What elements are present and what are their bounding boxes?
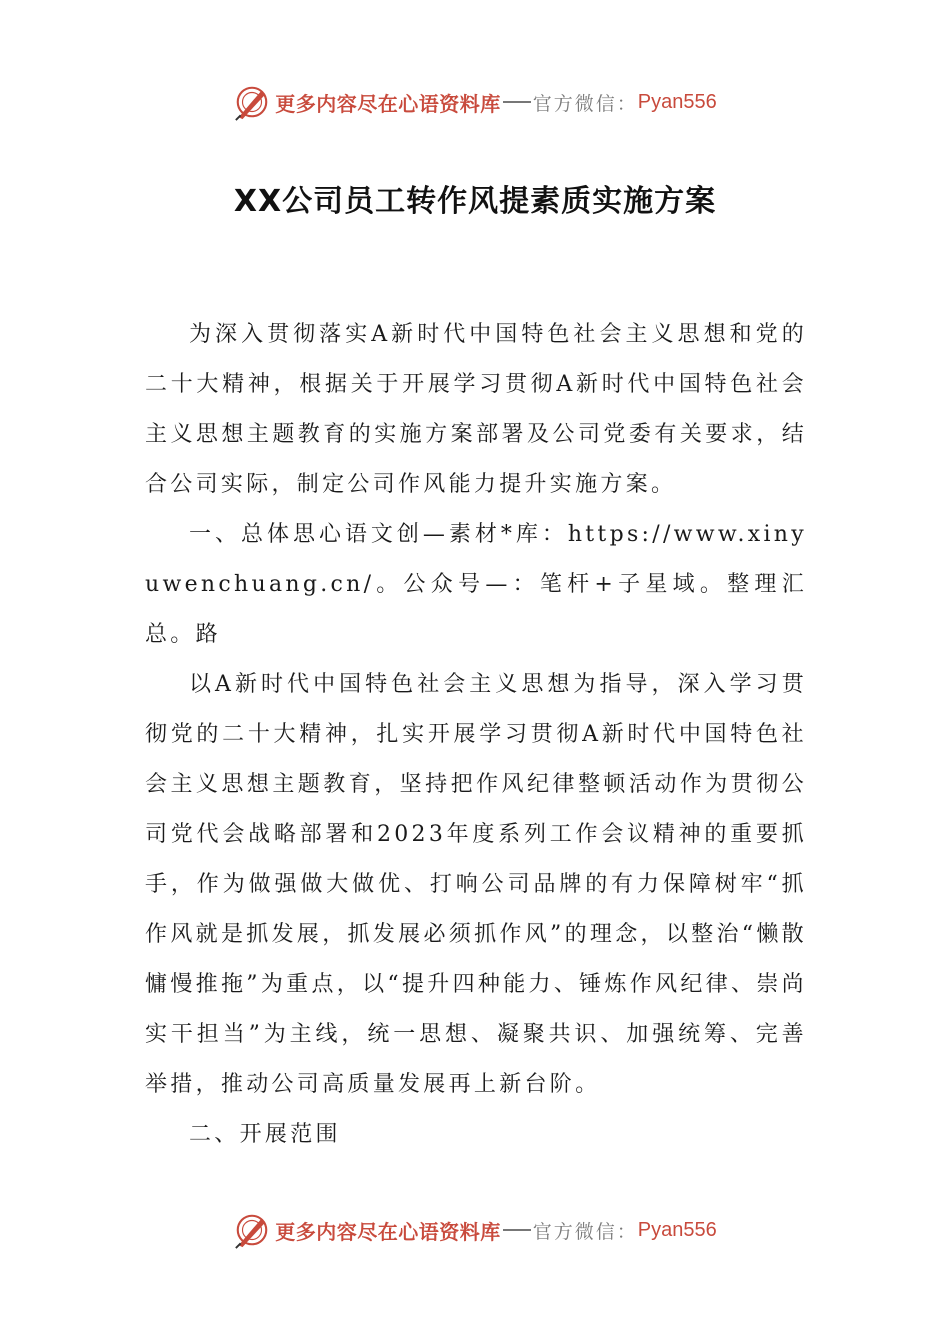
- footer-watermark-banner: [0, 1210, 950, 1250]
- wechat-id: Pyan556: [637, 90, 717, 113]
- pen-circle-logo-icon: [233, 1211, 271, 1249]
- paragraph-guiding-principle: 以A新时代中国特色社会主义思想为指导，深入学习贯彻党的二十大精神，扎实开展学习贯彻A新时代中国特色社会主义思想主题教育，坚持把作风纪律整顿活动作为贯彻公司党代会战略部署和2023年度系列工作会议精神的重要抓手，作为做强做大做优、打响公司品牌的有力保障树牢“抓作风就是抓发展，抓发展必须抓作风”的理念，以整治“懒散慵慢推拖”为重点，以“提升四种能力、锤炼作风纪律、崇尚实干担当”为主线，统一思想、凝聚共识、加强统筹、完善举措，推动公司高质量发展再上新台阶。: [145, 672, 807, 1097]
- pen-circle-logo-icon: [233, 83, 271, 121]
- banner-separator: [503, 101, 531, 103]
- wechat-id: Pyan556: [637, 1218, 717, 1241]
- document-title: XX公司员工转作风提素质实施方案: [233, 184, 717, 219]
- brand-text: 更多内容尽在心语资料库: [275, 1219, 501, 1244]
- official-wechat-label: 官方微信：: [532, 92, 638, 115]
- paragraph-section-2-heading: 二、开展范围: [189, 1122, 341, 1147]
- header-watermark-banner: [0, 82, 950, 122]
- brand-text: 更多内容尽在心语资料库: [275, 91, 501, 116]
- paragraph-intro: 为深入贯彻落实A新时代中国特色社会主义思想和党的二十大精神，根据关于开展学习贯彻A新时代中国特色社会主义思想主题教育的实施方案部署及公司党委有关要求，结合公司实际，制定公司作风能力提升实施方案。: [145, 322, 807, 497]
- official-wechat-label: 官方微信：: [532, 1220, 638, 1243]
- banner-separator: [503, 1229, 531, 1231]
- paragraph-section-1-heading: 一、总体思心语文创—素材*库：https://www.xinyuwenchuang.cn/。公众号—：笔杆+子星域。整理汇总。路: [145, 522, 807, 647]
- document-body: [145, 310, 807, 1160]
